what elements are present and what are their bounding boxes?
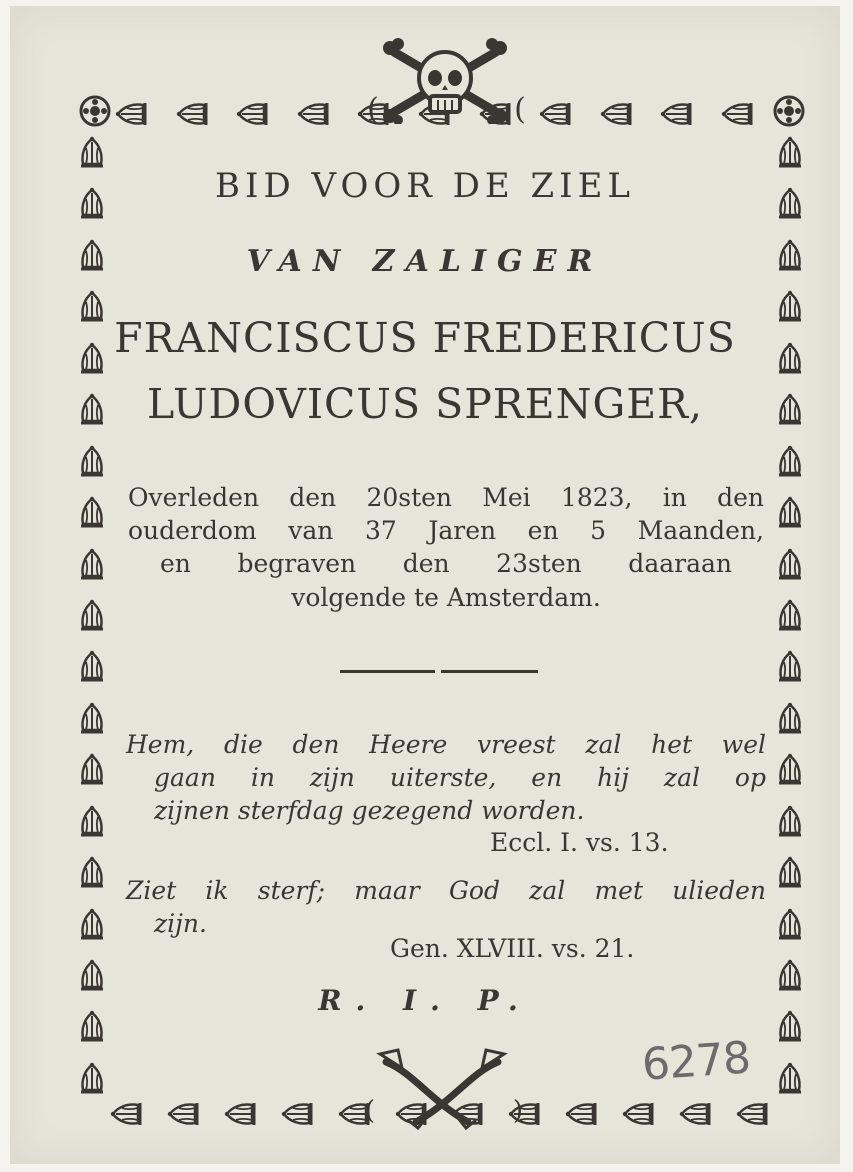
- tulip-ornament-icon: [224, 1097, 258, 1131]
- memorial-card: [10, 6, 840, 1164]
- tulip-ornament-icon: [773, 548, 807, 582]
- tulip-ornament-icon: [773, 650, 807, 684]
- bracket-right-bottom: ): [512, 1096, 524, 1126]
- tulip-ornament-icon: [75, 753, 109, 787]
- tulip-ornament-icon: [75, 445, 109, 479]
- tulip-ornament-icon: [75, 1062, 109, 1096]
- body-line: Overleden den 20sten Mei 1823, in den: [128, 483, 764, 512]
- crossed-bones-icon: [372, 1042, 512, 1132]
- tulip-ornament-icon: [75, 702, 109, 736]
- tulip-ornament-icon: [539, 97, 573, 131]
- bracket-right: (: [514, 92, 526, 127]
- bracket-left-bottom: (: [364, 1096, 376, 1126]
- quote-1-reference: Eccl. I. vs. 13.: [490, 828, 669, 857]
- tulip-ornament-icon: [622, 1097, 656, 1131]
- rosette-icon: [772, 94, 806, 128]
- tulip-ornament-icon: [565, 1097, 599, 1131]
- skull-and-crossbones-icon: [380, 38, 510, 124]
- quote-1-line: zijnen sterfdag gezegend worden.: [154, 796, 585, 825]
- quote-2-line: Ziet ik sterf; maar God zal met ulieden: [126, 876, 766, 905]
- tulip-ornament-icon: [75, 136, 109, 170]
- tulip-ornament-icon: [176, 97, 210, 131]
- tulip-ornament-icon: [773, 805, 807, 839]
- tulip-ornament-icon: [75, 650, 109, 684]
- tulip-ornament-icon: [110, 1097, 144, 1131]
- closing-rip: R. I. P.: [318, 984, 532, 1017]
- name-line-2: LUDOVICUS SPRENGER,: [146, 380, 704, 428]
- bracket-left: (: [367, 92, 379, 127]
- tulip-ornament-icon: [297, 97, 331, 131]
- tulip-ornament-icon: [773, 136, 807, 170]
- tulip-ornament-icon: [167, 1097, 201, 1131]
- handwritten-catalog-number: 6278: [640, 1032, 752, 1091]
- tulip-ornament-icon: [773, 702, 807, 736]
- tulip-ornament-icon: [281, 1097, 315, 1131]
- tulip-ornament-icon: [75, 805, 109, 839]
- tulip-ornament-icon: [75, 908, 109, 942]
- tulip-ornament-icon: [115, 97, 149, 131]
- body-line: volgende te Amsterdam.: [291, 583, 601, 612]
- tulip-ornament-icon: [773, 856, 807, 890]
- quote-2-reference: Gen. XLVIII. vs. 21.: [390, 934, 635, 963]
- tulip-ornament-icon: [773, 908, 807, 942]
- tulip-ornament-icon: [773, 496, 807, 530]
- tulip-ornament-icon: [75, 496, 109, 530]
- tulip-ornament-icon: [773, 445, 807, 479]
- tulip-ornament-icon: [75, 548, 109, 582]
- divider-rule: [340, 670, 538, 673]
- tulip-ornament-icon: [773, 599, 807, 633]
- tulip-ornament-icon: [660, 97, 694, 131]
- tulip-ornament-icon: [736, 1097, 770, 1131]
- heading-van-zaliger: VAN ZALIGER: [246, 244, 604, 279]
- body-line: ouderdom van 37 Jaren en 5 Maanden,: [128, 516, 764, 545]
- border-right: [770, 136, 810, 1096]
- tulip-ornament-icon: [773, 753, 807, 787]
- border-left: [72, 136, 112, 1096]
- tulip-ornament-icon: [773, 1062, 807, 1096]
- quote-1-line: Hem, die den Heere vreest zal het wel: [126, 730, 766, 759]
- body-line: en begraven den 23sten daaraan: [160, 549, 732, 578]
- rosette-icon: [78, 94, 112, 128]
- tulip-ornament-icon: [721, 97, 755, 131]
- tulip-ornament-icon: [236, 97, 270, 131]
- tulip-ornament-icon: [679, 1097, 713, 1131]
- tulip-ornament-icon: [75, 856, 109, 890]
- tulip-ornament-icon: [75, 599, 109, 633]
- name-line-1: FRANCISCUS FREDERICUS: [114, 314, 736, 362]
- quote-1-line: gaan in zijn uiterste, en hij zal op: [154, 763, 766, 792]
- heading-bid-voor-de-ziel: BID VOOR DE ZIEL: [215, 166, 635, 206]
- quote-2-line: zijn.: [154, 909, 207, 938]
- tulip-ornament-icon: [600, 97, 634, 131]
